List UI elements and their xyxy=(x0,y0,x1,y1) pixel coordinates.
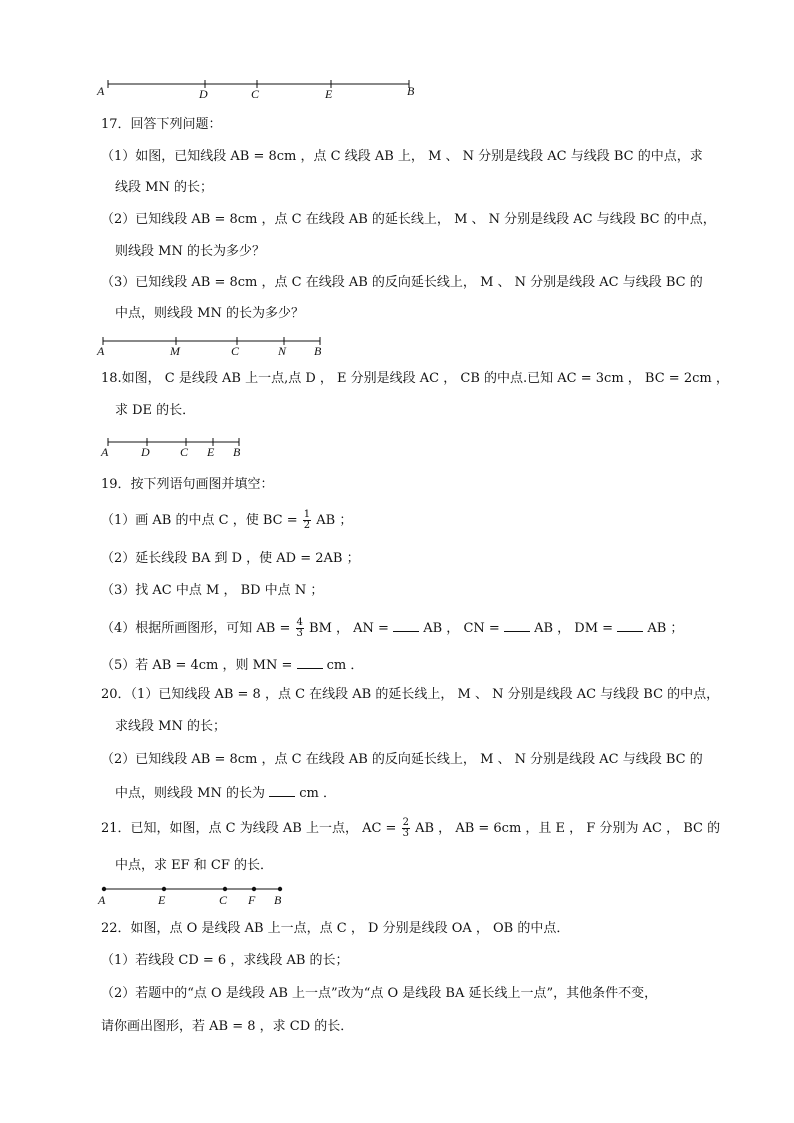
fraction-numerator: 4 xyxy=(296,617,303,628)
point-label-e: E xyxy=(158,893,166,907)
point-dot xyxy=(102,887,106,891)
q18-line1: 18.如图， C 是线段 AB 上一点,点 D ， E 分别是线段 AC ， CB 的中点.已知 AC = 3cm ， BC = 2cm ， xyxy=(101,371,729,386)
q19-part4-text: AB ， DM = xyxy=(534,621,614,636)
point-label-c: C xyxy=(231,344,240,358)
point-label-b: B xyxy=(274,893,282,907)
q18-line2: 求 DE 的长． xyxy=(115,403,196,418)
q19-title: 19．按下列语句画图并填空： xyxy=(101,477,274,492)
point-label-m: M xyxy=(170,344,180,358)
q20-part2-line1: （2）已知线段 AB = 8cm ，点 C 在线段 AB 的反向延长线上， M 、 N 分别是线段 AC 与线段 BC 的 xyxy=(101,752,703,767)
point-label-b: B xyxy=(233,445,241,459)
q21-text: 21．已知，如图，点 C 为线段 AB 上一点， AC = xyxy=(101,821,397,836)
point-label-d: D xyxy=(199,87,208,101)
q20-part1-line1: 20．（1）已知线段 AB = 8 ，点 C 在线段 AB 的延长线上， M 、 N 分别是线段 AC 与线段 BC 的中点， xyxy=(101,687,720,702)
fraction-numerator: 2 xyxy=(402,817,409,828)
fraction-denominator: 3 xyxy=(402,828,409,839)
q20-part2-text-end: cm ． xyxy=(299,786,336,801)
q19-part4-text: （4）根据所画图形，可知 AB = xyxy=(101,621,291,636)
q19-part4-text: BM ， AN = xyxy=(309,621,389,636)
q22-part2-line2: 请你画出图形，若 AB = 8 ，求 CD 的长． xyxy=(101,1019,354,1034)
point-label-c: C xyxy=(251,87,260,101)
point-label-a: A xyxy=(98,893,106,907)
q17-title: 17．回答下列问题： xyxy=(101,117,222,132)
point-dot xyxy=(252,887,256,891)
point-label-n: N xyxy=(278,344,287,358)
point-label-b: B xyxy=(407,84,415,98)
point-dot xyxy=(162,887,166,891)
q20-part2-text: 中点，则线段 MN 的长为 xyxy=(115,786,265,801)
fraction-denominator: 2 xyxy=(303,520,311,531)
point-label-a: A xyxy=(101,445,109,459)
fraction-numerator: 1 xyxy=(303,509,311,520)
point-dot xyxy=(278,887,282,891)
q22-part2-line1: （2）若题中的“点 O 是线段 AB 上一点”改为“点 O 是线段 BA 延长线上一点”，其他条件不变， xyxy=(101,986,658,1001)
point-label-f: F xyxy=(248,893,256,907)
point-dot xyxy=(223,887,227,891)
q17-part2-line2: 则线段 MN 的长为多少？ xyxy=(115,244,265,259)
point-label-e: E xyxy=(207,445,215,459)
q22-line1: 22．如图，点 O 是线段 AB 上一点，点 C ， D 分别是线段 OA ， OB 的中点． xyxy=(101,921,570,936)
q19-part1-text: （1）画 AB 的中点 C ，使 BC = xyxy=(101,513,298,528)
q19-part3: （3）找 AC 中点 M ， BD 中点 N ； xyxy=(101,583,324,598)
point-label-e: E xyxy=(325,87,333,101)
q17-part2-line1: （2）已知线段 AB = 8cm ，点 C 在线段 AB 的延长线上， M 、 N 分别是线段 AC 与线段 BC 的中点， xyxy=(101,212,716,227)
point-label-c: C xyxy=(180,445,189,459)
q19-part4-text: AB ， CN = xyxy=(423,621,500,636)
point-label-a: A xyxy=(97,344,105,358)
point-label-d: D xyxy=(141,445,150,459)
point-label-c: C xyxy=(219,893,228,907)
q21-text-end: AB ， AB = 6cm ，且 E ， F 分别为 AC ， BC 的 xyxy=(415,821,721,836)
q19-part5-text-end: cm ． xyxy=(326,658,364,673)
fraction-denominator: 3 xyxy=(296,628,303,639)
point-label-b: B xyxy=(314,344,322,358)
q19-part4-text-end: AB ； xyxy=(647,621,684,636)
q20-part1-line2: 求线段 MN 的长； xyxy=(115,719,226,734)
q17-part1-line1: （1）如图，已知线段 AB = 8cm ，点 C 线段 AB 上， M 、 N 分别是线段 AC 与线段 BC 的中点，求 xyxy=(101,149,703,164)
q19-part5-text: （5）若 AB = 4cm ，则 MN = xyxy=(101,658,293,673)
q17-part3-line1: （3）已知线段 AB = 8cm ，点 C 在线段 AB 的反向延长线上， M 、 N 分别是线段 AC 与线段 BC 的 xyxy=(101,275,703,290)
q17-part3-line2: 中点，则线段 MN 的长为多少？ xyxy=(115,306,304,321)
q22-part1: （1）若线段 CD = 6 ，求线段 AB 的长； xyxy=(101,953,349,968)
q19-part1-text-end: AB ； xyxy=(316,513,353,528)
q19-part2: （2）延长线段 BA 到 D ，使 AD = 2AB ； xyxy=(101,551,360,566)
point-label-a: A xyxy=(97,84,105,98)
q17-part1-line2: 线段 MN 的长； xyxy=(115,180,213,195)
q21-line2: 中点，求 EF 和 CF 的长． xyxy=(115,858,274,873)
